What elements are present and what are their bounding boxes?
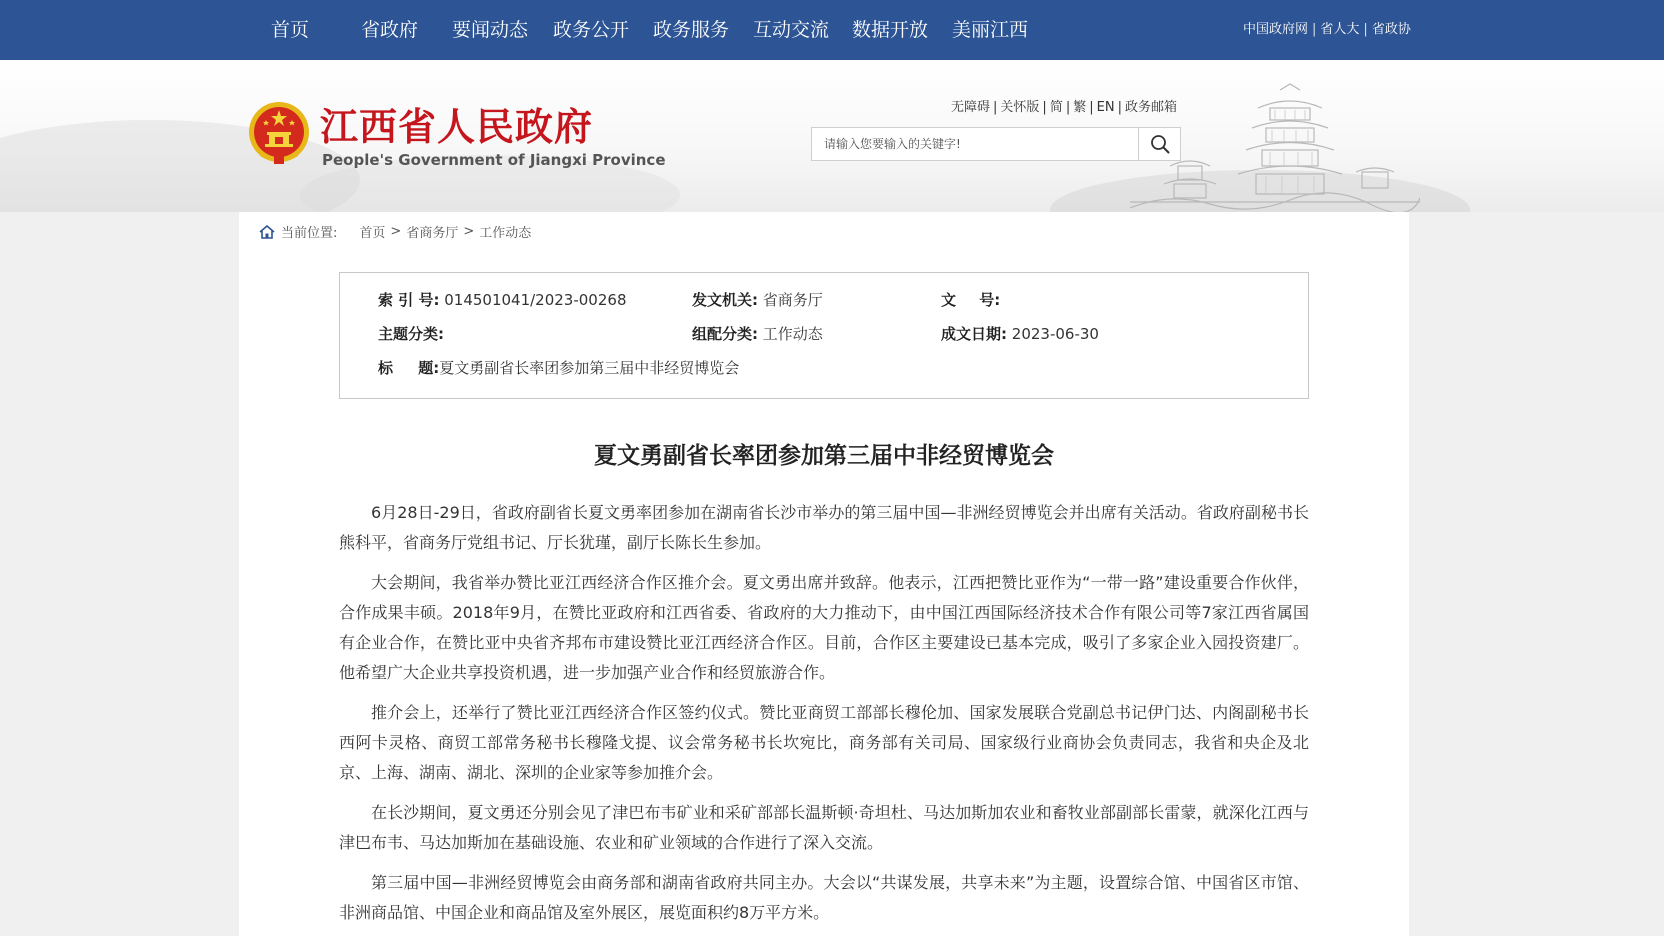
nav-item-beautiful-jiangxi[interactable]: 美丽江西: [952, 19, 1029, 41]
breadcrumb-separator: >: [390, 224, 402, 239]
article-paragraph: 第三届中国—非洲经贸博览会由商务部和湖南省政府共同主办。大会以“共谋发展，共享未来”为主题，设置综合馆、中国省区市馆、非洲商品馆、中国企业和商品馆及室外展区，展览面积约8万平方米。: [339, 873, 1309, 922]
link-provincial-cppcc[interactable]: 省政协: [1371, 22, 1411, 37]
separator: |: [1065, 100, 1071, 115]
meta-date-value: 2023-06-30: [1011, 325, 1099, 343]
breadcrumb-work-news[interactable]: 工作动态: [479, 226, 532, 241]
link-china-gov[interactable]: 中国政府网: [1243, 22, 1309, 37]
meta-issuer: [692, 289, 823, 310]
meta-category-value: 工作动态: [762, 325, 823, 343]
home-icon: [259, 225, 275, 239]
meta-issuer-value: 省商务厅: [762, 291, 823, 309]
link-gov-mail[interactable]: 政务邮箱: [1124, 100, 1177, 115]
content-panel: [239, 212, 1409, 936]
link-accessibility[interactable]: 无障碍: [951, 100, 991, 115]
meta-topic: [378, 323, 444, 344]
nav-item-interaction[interactable]: 互动交流: [753, 19, 830, 41]
top-nav: [0, 0, 1664, 60]
meta-index-label: 索 引 号:: [378, 291, 440, 309]
separator: |: [1312, 22, 1317, 37]
link-simplified[interactable]: 简: [1049, 100, 1063, 115]
meta-title-value: 夏文勇副省长率团参加第三届中非经贸博览会: [439, 359, 740, 377]
breadcrumb-home[interactable]: 首页: [359, 226, 386, 241]
meta-category: [692, 323, 823, 344]
nav-item-services[interactable]: 政务服务: [653, 19, 730, 41]
breadcrumb-label: 当前位置:: [281, 226, 338, 241]
nav-item-open-data[interactable]: 数据开放: [852, 19, 929, 41]
meta-docno: [941, 289, 1000, 310]
meta-title: [378, 357, 739, 378]
pagoda-illustration: [1130, 80, 1420, 212]
separator: |: [1042, 100, 1047, 115]
search-input[interactable]: [812, 128, 1138, 160]
article-paragraph: 推介会上，还举行了赞比亚江西经济合作区签约仪式。赞比亚商贸工部部长穆伦加、国家发展联合党副总书记伊门达、内阁副秘书长西阿卡灵格、商贸工部常务秘书长穆隆戈提、议会常务秘书长坎宛比，商务部有关司局、国家级行业商协会负责同志，我省和央企及北京、上海、湖南、湖北、深圳的企业家等参加推介会。: [339, 703, 1309, 782]
link-provincial-congress[interactable]: 省人大: [1320, 22, 1360, 37]
site-title-english: People's Government of Jiangxi Province: [322, 151, 666, 169]
meta-issuer-label: 发文机关:: [692, 291, 758, 309]
meta-date: [941, 323, 1099, 344]
document-meta-box: [339, 272, 1309, 399]
meta-docno-label: 文 号:: [941, 291, 1001, 309]
top-links: [1243, 18, 1411, 37]
link-traditional[interactable]: 繁: [1073, 100, 1087, 115]
nav-item-news[interactable]: 要闻动态: [452, 19, 529, 41]
emblem-icon[interactable]: [248, 100, 310, 166]
search-box: [811, 127, 1181, 161]
separator: |: [1363, 22, 1368, 37]
meta-index: [378, 289, 626, 310]
meta-index-value: 014501041/2023-00268: [444, 291, 627, 309]
meta-date-label: 成文日期:: [941, 325, 1007, 343]
breadcrumb-commerce-department[interactable]: 省商务厅: [406, 226, 459, 241]
separator: |: [993, 100, 998, 115]
breadcrumb: [259, 222, 531, 241]
meta-category-label: 组配分类:: [692, 325, 758, 343]
site-title[interactable]: 江西省人民政府: [320, 105, 594, 149]
meta-title-label: 标 题:: [378, 359, 440, 377]
article-paragraph: 6月28日-29日，省政府副省长夏文勇率团参加在湖南省长沙市举办的第三届中国—非洲经贸博览会并出席有关活动。省政府副秘书长熊科平，省商务厅党组书记、厅长犹瑾，副厅长陈长生参加。: [339, 503, 1309, 552]
article-title: 夏文勇副省长率团参加第三届中非经贸博览会: [594, 443, 1054, 469]
link-care-version[interactable]: 关怀版: [1000, 100, 1040, 115]
article-body: [339, 498, 1309, 936]
site-header: [0, 60, 1664, 212]
link-english[interactable]: EN: [1096, 100, 1115, 115]
nav-item-province-government[interactable]: 省政府: [361, 19, 419, 41]
separator: |: [1117, 100, 1122, 115]
article-paragraph: 大会期间，我省举办赞比亚江西经济合作区推介会。夏文勇出席并致辞。他表示，江西把赞比亚作为“一带一路”建设重要合作伙伴，合作成果丰硕。2018年9月，在赞比亚政府和江西省委、省政府的大力推动下，由中国江西国际经济技术合作有限公司等7家江西省属国有企业合作，在赞比亚中央省齐邦布市建设赞比亚江西经济合作区。目前，合作区主要建设已基本完成，吸引了多家企业入园投资建厂。他希望广大企业共享投资机遇，进一步加强产业合作和经贸旅游合作。: [339, 573, 1309, 682]
separator: |: [1089, 100, 1094, 115]
nav-item-home[interactable]: 首页: [271, 19, 310, 41]
meta-topic-label: 主题分类:: [378, 325, 444, 343]
nav-item-government-affairs[interactable]: 政务公开: [553, 19, 630, 41]
article-paragraph: 在长沙期间，夏文勇还分别会见了津巴布韦矿业和采矿部部长温斯顿·奇坦杜、马达加斯加农业和畜牧业部副部长雷蒙，就深化江西与津巴布韦、马达加斯加在基础设施、农业和矿业领域的合作进行了深入交流。: [339, 803, 1309, 852]
breadcrumb-separator: >: [463, 224, 475, 239]
